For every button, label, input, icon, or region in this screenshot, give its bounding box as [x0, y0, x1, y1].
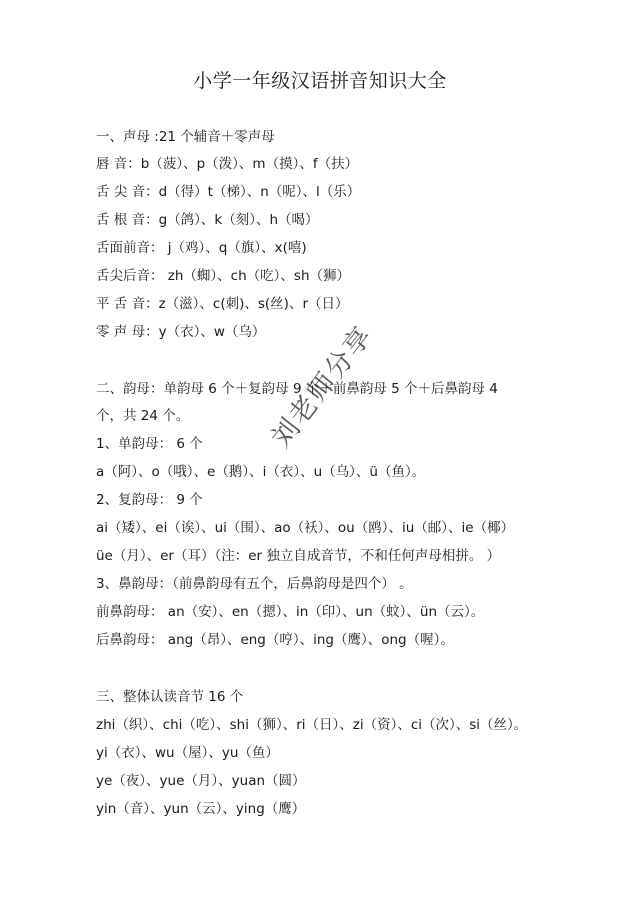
section3-heading: 三、整体认读音节 16 个	[96, 689, 244, 705]
section1-line: 舌尖后音： zh（蜘）、ch（吃）、sh（狮）	[96, 268, 351, 284]
document-title: 小学一年级汉语拼音知识大全	[193, 70, 447, 92]
section3-line: yi（衣）、wu（屋）、yu（鱼）	[96, 745, 279, 761]
section1-line: 零 声 母：y（衣）、w（乌）	[96, 324, 266, 340]
section1-heading: 一、声母 :21 个辅音＋零声母	[96, 129, 275, 145]
section3-line: ye（夜）、yue（月）、yuan（圆）	[96, 773, 306, 789]
section1-line: 平 舌 音：z（滋）、c(刺)、s(丝)、r（日）	[96, 296, 349, 312]
section1-line: 舌 尖 音：d（得）t（梯）、n（呢）、l（乐）	[96, 184, 361, 200]
section2-line: a（阿）、o（哦）、e（鹅）、i（衣）、u（乌）、ü（鱼）。	[96, 464, 426, 480]
section2-heading-continued: 个，共 24 个。	[96, 408, 190, 424]
section2-line: 3、鼻韵母：（前鼻韵母有五个，后鼻韵母是四个） 。	[96, 576, 413, 592]
section2-line: 后鼻韵母： ang（昂）、eng（哼）、ing（鹰）、ong（喔）。	[96, 632, 454, 648]
section1-line: 唇 音：b（菠）、p（泼）、m（摸）、f（扶）	[96, 156, 359, 172]
section2-line: üe（月）、er（耳）（注：er 独立自成音节，不和任何声母相拼。 ）	[96, 548, 501, 564]
section2-line: ai（矮）、ei（诶）、ui（围）、ao（袄）、ou（鸥）、iu（邮）、ie（椰）	[96, 520, 515, 536]
section1-line: 舌面前音： j（鸡）、q（旗）、x(嘻)	[96, 240, 307, 256]
section2-line: 前鼻韵母： an（安）、en（摁）、in（印）、un（蚊）、ün（云）。	[96, 604, 485, 620]
section2-heading: 二、韵母：单韵母 6 个＋复韵母 9 个＋前鼻韵母 5 个＋后鼻韵母 4	[96, 381, 498, 397]
section3-line: yin（音）、yun（云）、ying（鹰）	[96, 801, 306, 817]
section3-line: zhi（织）、chi（吃）、shi（狮）、ri（日）、zi（资）、ci（次）、si（丝）。	[96, 717, 528, 733]
section2-line: 1、单韵母： 6 个	[96, 436, 203, 452]
section2-line: 2、复韵母： 9 个	[96, 492, 203, 508]
watermark-text: 刘老师分享	[265, 320, 380, 454]
section1-line: 舌 根 音：g（鸽）、k（刻）、h（喝）	[96, 212, 319, 228]
